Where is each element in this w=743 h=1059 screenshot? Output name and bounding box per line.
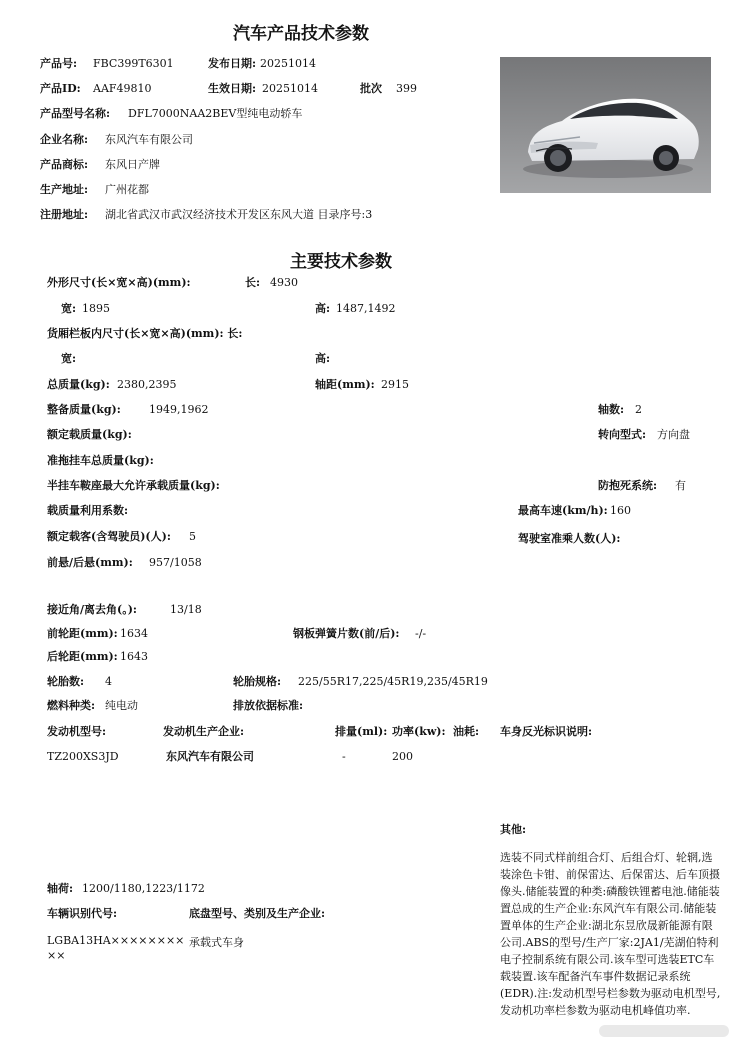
fuel-consumption-label: 油耗: <box>453 725 480 738</box>
abs-value: 有 <box>675 479 686 492</box>
overhang-label: 前悬/后悬(mm): <box>47 556 133 569</box>
total-mass-label: 总质量(kg): <box>47 378 110 391</box>
rated-load-label: 额定载质量(kg): <box>47 428 132 441</box>
product-id: AAF49810 <box>93 82 152 95</box>
reflective-marking-label: 车身反光标识说明: <box>500 725 593 738</box>
max-speed-value: 160 <box>610 504 631 517</box>
width-value: 1895 <box>82 302 110 315</box>
company-label: 企业名称: <box>40 133 89 146</box>
trailer-mass-label: 准拖挂车总质量(kg): <box>47 454 154 467</box>
wheelbase-value: 2915 <box>381 378 409 391</box>
chassis-value: 承载式车身 <box>189 936 244 949</box>
power-value: 200 <box>392 750 413 763</box>
approach-angle-value: 13/18 <box>170 603 202 616</box>
tire-count-label: 轮胎数: <box>47 675 85 688</box>
product-no-label: 产品号: <box>40 57 78 70</box>
batch-label: 批次 <box>360 82 382 95</box>
model-label: 产品型号名称: <box>40 107 111 120</box>
total-mass-value: 2380,2395 <box>117 378 177 391</box>
brand: 东风日产牌 <box>105 158 160 171</box>
saddle-load-label: 半挂车鞍座最大允许承载质量(kg): <box>47 479 220 492</box>
steering-value: 方向盘 <box>657 428 690 441</box>
curb-mass-value: 1949,1962 <box>149 403 209 416</box>
passengers-label: 额定载客(含驾驶员)(人): <box>47 530 171 543</box>
tire-spec-label: 轮胎规格: <box>233 675 282 688</box>
rear-track-value: 1643 <box>120 650 148 663</box>
product-id-label: 产品ID: <box>40 82 81 95</box>
overhang-value: 957/1058 <box>149 556 202 569</box>
wheelbase-label: 轴距(mm): <box>315 378 375 391</box>
spring-label: 钢板弹簧片数(前/后): <box>293 627 400 640</box>
brand-label: 产品商标: <box>40 158 89 171</box>
batch: 399 <box>396 82 417 95</box>
spring-value: -/- <box>415 627 427 640</box>
cargo-height-label: 高: <box>315 352 331 365</box>
page-title: 汽车产品技术参数 <box>233 24 369 44</box>
height-label: 高: <box>315 302 331 315</box>
vin-label: 车辆识别代号: <box>47 907 118 920</box>
other-label: 其他: <box>500 823 527 836</box>
fuel-type-label: 燃料种类: <box>47 699 96 712</box>
chassis-label: 底盘型号、类别及生产企业: <box>189 907 326 920</box>
max-speed-label: 最高车速(km/h): <box>518 504 608 517</box>
effective-date-label: 生效日期: <box>208 82 257 95</box>
registered-address: 湖北省武汉市武汉经济技术开发区东风大道 目录序号:3 <box>105 208 373 221</box>
approach-angle-label: 接近角/离去角(。): <box>47 603 137 616</box>
displacement-label: 排量(ml): <box>335 725 388 738</box>
effective-date: 20251014 <box>262 82 318 95</box>
fuel-type-value: 纯电动 <box>105 699 138 712</box>
passengers-value: 5 <box>189 530 196 543</box>
engine-model-value: TZ200XS3JD <box>47 750 119 763</box>
vehicle-photo <box>500 57 711 193</box>
publish-date: 20251014 <box>260 57 316 70</box>
axle-load-value: 1200/1180,1223/1172 <box>82 882 205 895</box>
model: DFL7000NAA2BEV型纯电动轿车 <box>128 107 303 120</box>
front-track-label: 前轮距(mm): <box>47 627 118 640</box>
cargo-width-label: 宽: <box>61 352 77 365</box>
axles-value: 2 <box>635 403 642 416</box>
tire-count-value: 4 <box>105 675 112 688</box>
front-track-value: 1634 <box>120 627 148 640</box>
dims-label: 外形尺寸(长×宽×高)(mm): <box>47 276 191 289</box>
cargo-dims-label: 货厢栏板内尺寸(长×宽×高)(mm): 长: <box>47 327 243 340</box>
engine-maker-value: 东风汽车有限公司 <box>166 750 254 763</box>
axles-label: 轴数: <box>598 403 625 416</box>
publish-date-label: 发布日期: <box>208 57 257 70</box>
other-notes: 选装不同式样前组合灯、后组合灯、轮辋,选装涂色卡钳、前保雷达、后保雷达、后车顶摄像头.储能装置的种类:磷酸铁锂蓄电池.储能装置总成的生产企业:东风汽车有限公司.储能装置单体的生产企业:湖北东昱欣晟新能源有限公司.ABS的型号/生产厂家:2JA1/芜湖伯特利电子控制系统有限公司.该车型可选装ETC车载装置.该车配备汽车事件数据记录系统(EDR).注:发动机型号栏参数为驱动电机型号,发动机功率栏参数为驱动电机峰值功率. <box>500 851 721 1017</box>
emission-standard-label: 排放依据标准: <box>233 699 304 712</box>
abs-label: 防抱死系统: <box>598 479 658 492</box>
product-no: FBC399T6301 <box>93 57 174 70</box>
displacement-value: - <box>342 750 346 763</box>
registered-label: 注册地址: <box>40 208 89 221</box>
production-label: 生产地址: <box>40 183 89 196</box>
steering-label: 转向型式: <box>598 428 647 441</box>
section-title: 主要技术参数 <box>290 252 392 272</box>
length-value: 4930 <box>270 276 298 289</box>
axle-load-label: 轴荷: <box>47 882 74 895</box>
engine-model-label: 发动机型号: <box>47 725 107 738</box>
tire-spec-value: 225/55R17,225/45R19,235/45R19 <box>298 675 488 688</box>
power-label: 功率(kw): <box>392 725 446 738</box>
curb-mass-label: 整备质量(kg): <box>47 403 121 416</box>
cab-capacity-label: 驾驶室准乘人数(人): <box>518 532 621 545</box>
height-value: 1487,1492 <box>336 302 396 315</box>
watermark-bar <box>599 1025 729 1037</box>
company: 东风汽车有限公司 <box>105 133 193 146</box>
rear-track-label: 后轮距(mm): <box>47 650 118 663</box>
width-label: 宽: <box>61 302 77 315</box>
length-label: 长: <box>245 276 261 289</box>
load-utilization-label: 载质量利用系数: <box>47 504 129 517</box>
vin-value: LGBA13HA×××××××××× <box>47 934 185 962</box>
engine-maker-label: 发动机生产企业: <box>163 725 245 738</box>
production-address: 广州花都 <box>105 183 149 196</box>
